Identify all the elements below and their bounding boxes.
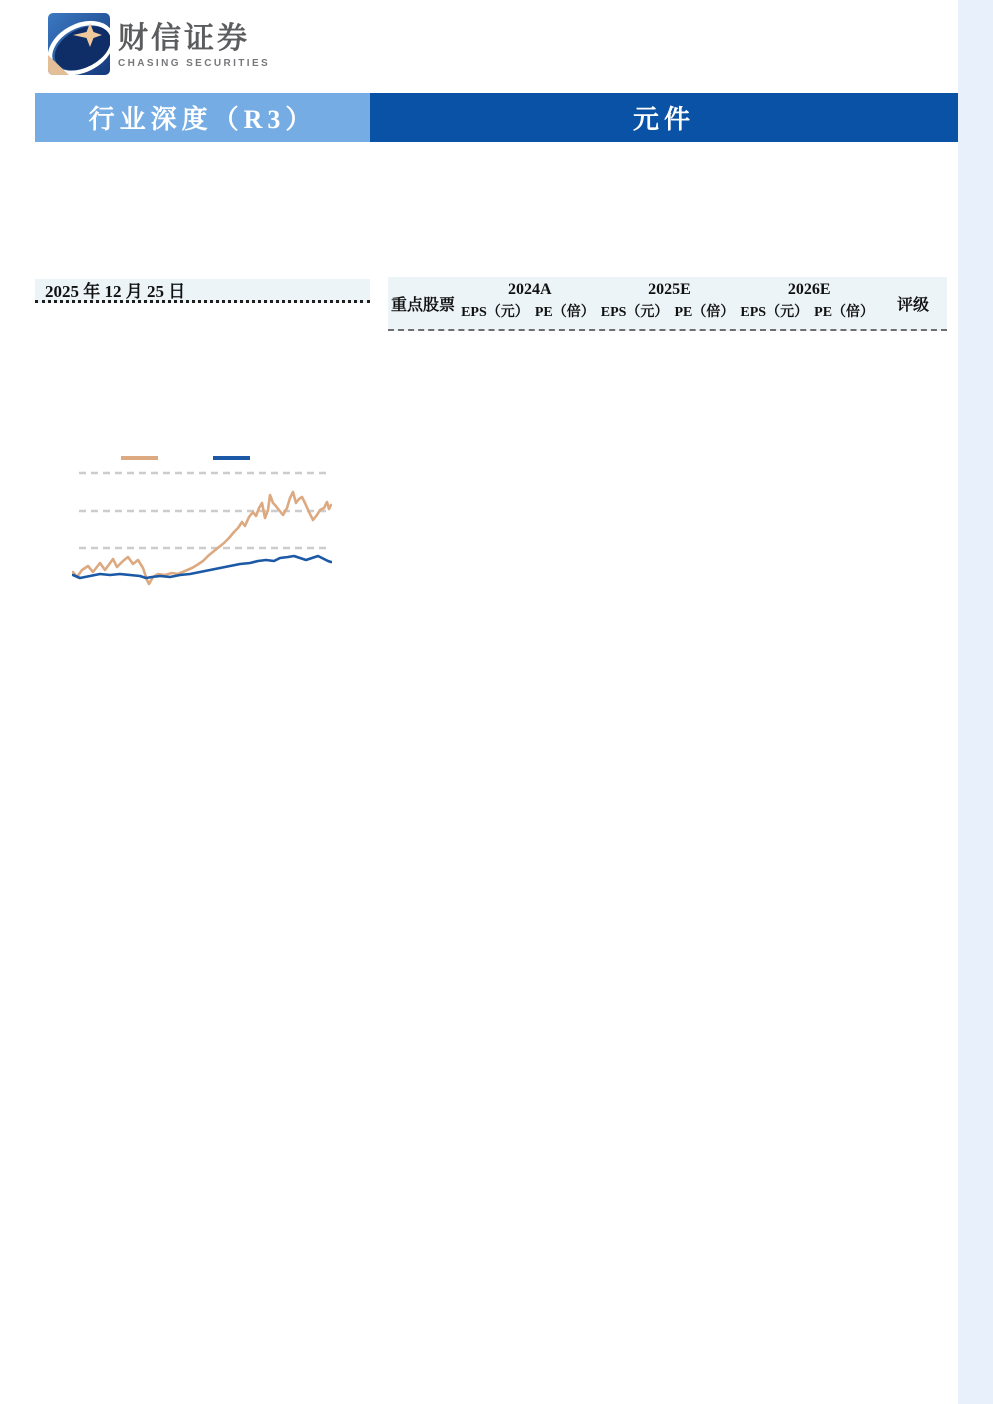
year-group-2025 bbox=[600, 277, 740, 329]
subcol-eps: EPS（元） bbox=[461, 305, 529, 320]
brand-logo bbox=[48, 13, 270, 75]
performance-line-chart bbox=[72, 448, 332, 588]
industry-name-banner: 元件 bbox=[370, 93, 958, 142]
legend-swatch bbox=[213, 456, 250, 460]
report-date: 2025 年 12 月 25 日 bbox=[35, 279, 370, 303]
brand-name-cn: 财信证券 bbox=[118, 22, 250, 55]
key-stocks-table-header bbox=[388, 277, 947, 331]
year-group-2024 bbox=[460, 277, 600, 329]
brand-name-en: CHASING SECURITIES bbox=[118, 58, 271, 69]
year-group-2026 bbox=[739, 277, 879, 329]
subcol-eps: EPS（元） bbox=[740, 305, 809, 320]
year-label: 2025E bbox=[648, 281, 691, 298]
legend-swatch bbox=[121, 456, 158, 460]
year-label: 2024A bbox=[508, 281, 552, 298]
year-label: 2026E bbox=[787, 281, 831, 298]
header-banner-row bbox=[35, 93, 958, 142]
subcol-pe: PE（倍） bbox=[674, 305, 735, 320]
report-type-banner: 行业深度（R3） bbox=[35, 93, 370, 142]
column-header-stocks: 重点股票 bbox=[391, 296, 456, 314]
viewer-right-strip bbox=[958, 0, 993, 1404]
brand-text bbox=[118, 13, 270, 69]
subcol-eps: EPS（元） bbox=[600, 305, 669, 320]
brand-logo-icon bbox=[48, 13, 110, 75]
column-header-rating: 评级 bbox=[897, 296, 930, 314]
subcol-pe: PE（倍） bbox=[814, 305, 875, 320]
industry-index-line bbox=[73, 492, 331, 584]
subcol-pe: PE（倍） bbox=[534, 305, 595, 320]
